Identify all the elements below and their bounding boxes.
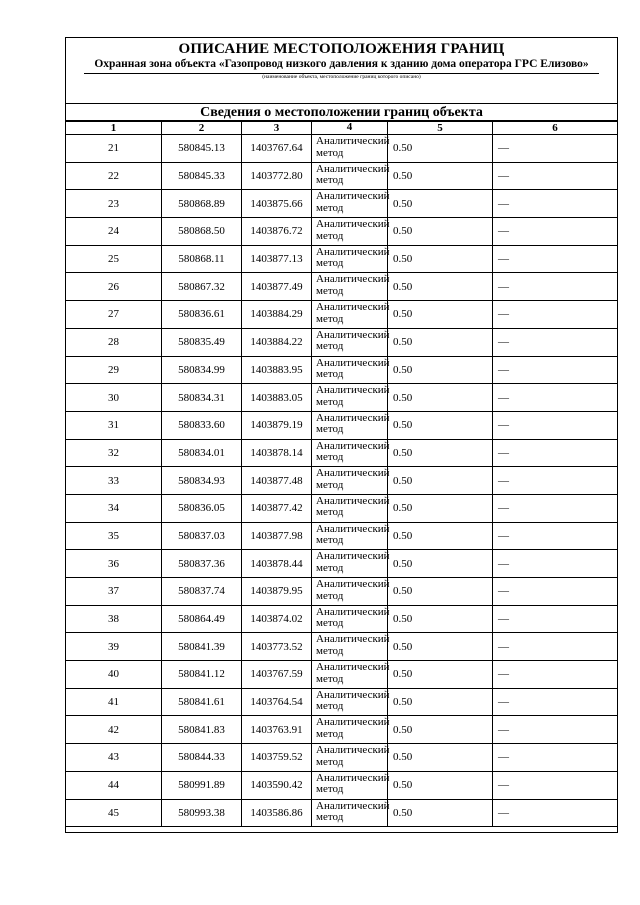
y-coordinate-cell: 1403759.52 [242,744,312,771]
method-cell: Аналитический метод [312,661,388,688]
precision-cell: 0.50 [388,689,493,716]
note-cell: — [498,391,509,404]
method-cell: Аналитический метод [312,246,388,273]
y-coordinate-cell: 1403884.29 [242,301,312,328]
y-coordinate-cell: 1403879.19 [242,412,312,439]
precision-cell: 0.50 [388,384,493,411]
note-cell: — [498,170,509,183]
table-row [66,329,617,357]
table-row [66,744,617,772]
point-number-cell: 39 [66,633,162,660]
method-cell: Аналитический метод [312,495,388,522]
point-number-cell: 42 [66,716,162,743]
y-coordinate-cell: 1403772.80 [242,163,312,190]
x-coordinate-cell: 580868.11 [162,246,242,273]
table-row [66,163,617,191]
y-coordinate-cell: 1403773.52 [242,633,312,660]
y-coordinate-cell: 1403876.72 [242,218,312,245]
method-cell: Аналитический метод [312,606,388,633]
note-cell: — [498,529,509,542]
table-row [66,273,617,301]
point-number-cell: 30 [66,384,162,411]
note-cell: — [498,280,509,293]
table-row [66,689,617,717]
note-cell: — [498,253,509,266]
x-coordinate-cell: 580845.13 [162,135,242,162]
point-number-cell: 31 [66,412,162,439]
table-row [66,661,617,689]
note-cell: — [498,363,509,376]
column-number-5: 5 [388,122,493,134]
precision-cell: 0.50 [388,329,493,356]
note-cell: — [498,142,509,155]
point-number-cell: 41 [66,689,162,716]
method-cell: Аналитический метод [312,163,388,190]
point-number-cell: 35 [66,523,162,550]
point-number-cell: 33 [66,467,162,494]
table-row [66,772,617,800]
table-row [66,357,617,385]
y-coordinate-cell: 1403877.98 [242,523,312,550]
table-row [66,412,617,440]
point-number-cell: 45 [66,800,162,827]
x-coordinate-cell: 580836.61 [162,301,242,328]
table-row [66,606,617,634]
point-number-cell: 24 [66,218,162,245]
x-coordinate-cell: 580867.32 [162,273,242,300]
x-coordinate-cell: 580868.50 [162,218,242,245]
point-number-cell: 27 [66,301,162,328]
point-number-cell: 25 [66,246,162,273]
point-number-cell: 36 [66,550,162,577]
table-row [66,467,617,495]
note-cell: — [498,446,509,459]
y-coordinate-cell: 1403767.64 [242,135,312,162]
x-coordinate-cell: 580845.33 [162,163,242,190]
table-row [66,190,617,218]
y-coordinate-cell: 1403883.05 [242,384,312,411]
precision-cell: 0.50 [388,716,493,743]
table-row [66,218,617,246]
document-title: ОПИСАНИЕ МЕСТОПОЛОЖЕНИЯ ГРАНИЦ [178,41,505,57]
section-title: Сведения о местоположении границ объекта [66,104,617,122]
x-coordinate-cell: 580837.36 [162,550,242,577]
y-coordinate-cell: 1403764.54 [242,689,312,716]
x-coordinate-cell: 580841.12 [162,661,242,688]
y-coordinate-cell: 1403879.95 [242,578,312,605]
method-cell: Аналитический метод [312,689,388,716]
note-cell: — [498,585,509,598]
method-cell: Аналитический метод [312,523,388,550]
method-cell: Аналитический метод [312,716,388,743]
method-cell: Аналитический метод [312,384,388,411]
x-coordinate-cell: 580834.93 [162,467,242,494]
note-cell: — [498,751,509,764]
precision-cell: 0.50 [388,633,493,660]
precision-cell: 0.50 [388,301,493,328]
method-cell: Аналитический метод [312,190,388,217]
x-coordinate-cell: 580834.31 [162,384,242,411]
precision-cell: 0.50 [388,135,493,162]
point-number-cell: 26 [66,273,162,300]
method-cell: Аналитический метод [312,412,388,439]
point-number-cell: 37 [66,578,162,605]
note-cell: — [498,225,509,238]
y-coordinate-cell: 1403763.91 [242,716,312,743]
precision-cell: 0.50 [388,218,493,245]
note-cell: — [498,779,509,792]
y-coordinate-cell: 1403767.59 [242,661,312,688]
x-coordinate-cell: 580868.89 [162,190,242,217]
table-row [66,301,617,329]
note-cell: — [498,502,509,515]
column-number-header [66,122,617,135]
point-number-cell: 40 [66,661,162,688]
column-number-3: 3 [242,122,312,134]
method-cell: Аналитический метод [312,218,388,245]
note-cell: — [498,336,509,349]
x-coordinate-cell: 580841.61 [162,689,242,716]
precision-cell: 0.50 [388,246,493,273]
precision-cell: 0.50 [388,467,493,494]
precision-cell: 0.50 [388,772,493,799]
coordinates-table-body [66,135,617,827]
y-coordinate-cell: 1403590.42 [242,772,312,799]
point-number-cell: 43 [66,744,162,771]
table-row [66,384,617,412]
method-cell: Аналитический метод [312,800,388,827]
precision-cell: 0.50 [388,163,493,190]
method-cell: Аналитический метод [312,301,388,328]
table-row [66,800,617,828]
method-cell: Аналитический метод [312,329,388,356]
method-cell: Аналитический метод [312,550,388,577]
x-coordinate-cell: 580991.89 [162,772,242,799]
document-frame [65,37,618,833]
point-number-cell: 34 [66,495,162,522]
point-number-cell: 21 [66,135,162,162]
y-coordinate-cell: 1403883.95 [242,357,312,384]
column-number-2: 2 [162,122,242,134]
y-coordinate-cell: 1403878.44 [242,550,312,577]
x-coordinate-cell: 580844.33 [162,744,242,771]
y-coordinate-cell: 1403877.49 [242,273,312,300]
method-cell: Аналитический метод [312,772,388,799]
precision-cell: 0.50 [388,578,493,605]
method-cell: Аналитический метод [312,273,388,300]
precision-cell: 0.50 [388,744,493,771]
table-row [66,633,617,661]
note-cell: — [498,197,509,210]
precision-cell: 0.50 [388,190,493,217]
note-cell: — [498,557,509,570]
note-cell: — [498,308,509,321]
y-coordinate-cell: 1403878.14 [242,440,312,467]
document-subtitle: Охранная зона объекта «Газопровод низкого давления к зданию дома оператора ГРС Елизово» [94,58,589,70]
note-cell: — [498,806,509,819]
note-cell: — [498,419,509,432]
table-row [66,135,617,163]
y-coordinate-cell: 1403877.48 [242,467,312,494]
x-coordinate-cell: 580833.60 [162,412,242,439]
precision-cell: 0.50 [388,440,493,467]
table-row [66,440,617,468]
point-number-cell: 44 [66,772,162,799]
precision-cell: 0.50 [388,412,493,439]
precision-cell: 0.50 [388,800,493,827]
table-row [66,578,617,606]
x-coordinate-cell: 580835.49 [162,329,242,356]
method-cell: Аналитический метод [312,744,388,771]
point-number-cell: 28 [66,329,162,356]
table-row [66,523,617,551]
note-cell: — [498,613,509,626]
point-number-cell: 29 [66,357,162,384]
y-coordinate-cell: 1403877.13 [242,246,312,273]
y-coordinate-cell: 1403875.66 [242,190,312,217]
document-header [66,40,617,104]
x-coordinate-cell: 580993.38 [162,800,242,827]
note-cell: — [498,640,509,653]
document-caption: (наименование объекта, местоположение границ которого описано) [262,74,421,80]
precision-cell: 0.50 [388,661,493,688]
precision-cell: 0.50 [388,273,493,300]
table-row [66,495,617,523]
x-coordinate-cell: 580834.01 [162,440,242,467]
method-cell: Аналитический метод [312,440,388,467]
point-number-cell: 32 [66,440,162,467]
precision-cell: 0.50 [388,357,493,384]
table-row [66,716,617,744]
point-number-cell: 22 [66,163,162,190]
x-coordinate-cell: 580837.03 [162,523,242,550]
column-number-4: 4 [312,122,388,134]
table-row [66,246,617,274]
y-coordinate-cell: 1403874.02 [242,606,312,633]
method-cell: Аналитический метод [312,135,388,162]
precision-cell: 0.50 [388,550,493,577]
note-cell: — [498,668,509,681]
x-coordinate-cell: 580841.83 [162,716,242,743]
note-cell: — [498,723,509,736]
method-cell: Аналитический метод [312,633,388,660]
note-cell: — [498,474,509,487]
precision-cell: 0.50 [388,523,493,550]
x-coordinate-cell: 580841.39 [162,633,242,660]
method-cell: Аналитический метод [312,578,388,605]
method-cell: Аналитический метод [312,467,388,494]
precision-cell: 0.50 [388,606,493,633]
method-cell: Аналитический метод [312,357,388,384]
precision-cell: 0.50 [388,495,493,522]
note-cell: — [498,696,509,709]
y-coordinate-cell: 1403884.22 [242,329,312,356]
point-number-cell: 23 [66,190,162,217]
column-number-6: 6 [552,122,558,134]
table-row [66,550,617,578]
y-coordinate-cell: 1403877.42 [242,495,312,522]
x-coordinate-cell: 580837.74 [162,578,242,605]
point-number-cell: 38 [66,606,162,633]
column-number-1: 1 [66,122,162,134]
y-coordinate-cell: 1403586.86 [242,800,312,827]
x-coordinate-cell: 580834.99 [162,357,242,384]
x-coordinate-cell: 580836.05 [162,495,242,522]
x-coordinate-cell: 580864.49 [162,606,242,633]
